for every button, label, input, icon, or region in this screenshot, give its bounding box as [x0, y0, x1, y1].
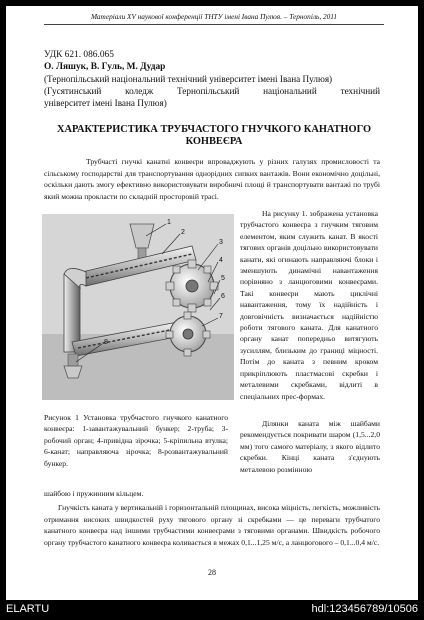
- affiliation-2-line2: університет імені Івана Пулюя): [44, 98, 167, 108]
- authors: О. Ляшук, В. Гуль, М. Дудар: [44, 62, 166, 72]
- viewer-footer: [0, 600, 424, 620]
- conveyor-figure: [42, 214, 234, 400]
- document-page: [6, 6, 418, 600]
- affiliation-1: (Тернопільський національний технічний університет імені Івана Пулюя): [44, 74, 333, 84]
- drive-sprocket-icon: [166, 260, 218, 312]
- continuation-text: шайбою і пружинним кільцем.: [44, 489, 144, 498]
- figure-caption: Рисунок 1 Установка трубчастого гнучкого канатного конвеєра: 1-завантажувальний бункер; 2-труба; 3- робочий орган; 4-привідна зірочка; 5-кріпильна втулка; 6-канат; направляюча зірочка; 8-розвантажувальний бункер.: [44, 413, 228, 468]
- affiliation-2-line1: (Гусятинський коледж Тернопільський національний технічний: [44, 86, 380, 96]
- right-column-text-2: Ділянки каната між шайбами рекомендується покривати шаром (1,5...2,0 мм) того самого матеріалу, з якого відлито скребки. Кінці каната з'єднують металевою розмінною: [240, 419, 380, 474]
- figure-label-4: 4: [219, 257, 223, 264]
- intro-paragraph: Трубчасті гнучкі канатні конвеєри впроваджують у різних галузях промисловості та сільському господарстві для транспортування однорідних сипких вантажів. Вони економічно доцільні, оскільки дають змогу ефективно використовувати виробничі площі й транспортувати вантажі по трубі який можна прокласти по складній просторовій трасі.: [44, 157, 380, 201]
- figure-label-2: 2: [181, 229, 185, 236]
- figure-label-3: 3: [219, 239, 223, 246]
- figure-label-5: 5: [221, 275, 225, 282]
- udc-code: УДК 621. 086.065: [44, 50, 114, 60]
- page-number: 28: [208, 568, 216, 577]
- footer-handle: hdl:123456789/10506: [311, 603, 418, 615]
- running-header: Матеріали XV наукової конференції ТНТУ імені Івана Пулюя. – Тернопіль, 2011: [90, 12, 338, 21]
- figure-label-8: 8: [104, 339, 108, 346]
- figure-label-1: 1: [167, 219, 171, 226]
- final-paragraph: Гнучкість каната у вертикальній і горизонтальній площинах, висока міцність, легкість, можливість отримання високих швидкостей руху тягового органу зі скребками — це переваги трубчатого канатного конвеєра над іншими трубчастими конвеєрами з тяговими органами. Швидкість робочого органу трубчастого канатного конвеєра коливається в межах 0,1...1,25 м/с, а ланцюгового – 0,1...0,4 м/с.: [44, 503, 380, 547]
- paper-title-line2: КОНВЕЄРА: [185, 136, 243, 147]
- paper-title-line1: ХАРАКТЕРИСТИКА ТРУБЧАСТОГО ГНУЧКОГО КАНАТНОГО: [56, 124, 372, 135]
- figure-label-7: 7: [219, 313, 223, 320]
- header-rule: [44, 24, 384, 25]
- conveyor-illustration: [42, 214, 234, 400]
- right-column-text: На рисунку 1. зображена установка трубчастого конвеєра з гнучким тяговим елементом, яким служить канат. В якості тягових органів доцільно використовувати канати, які огинають направляючі блоки і зменшують динамічні навантаження порівняно з ланцюговими конвеєрами. Такі конвеєри мають циклічні навантаження, тому їх надійність і довговічність визначається надійністю роботи тягового каната. Для канатного органу канат попередньо витягують зусиллям, близьким до границі міцності. Потім до каната з певним кроком прикріплюють пластмасові скребки і металевими скребками, відлиті в спеціальних прес-формах.: [240, 209, 378, 401]
- figure-label-6: 6: [221, 293, 225, 300]
- footer-repository-label: ELARTU: [6, 603, 50, 615]
